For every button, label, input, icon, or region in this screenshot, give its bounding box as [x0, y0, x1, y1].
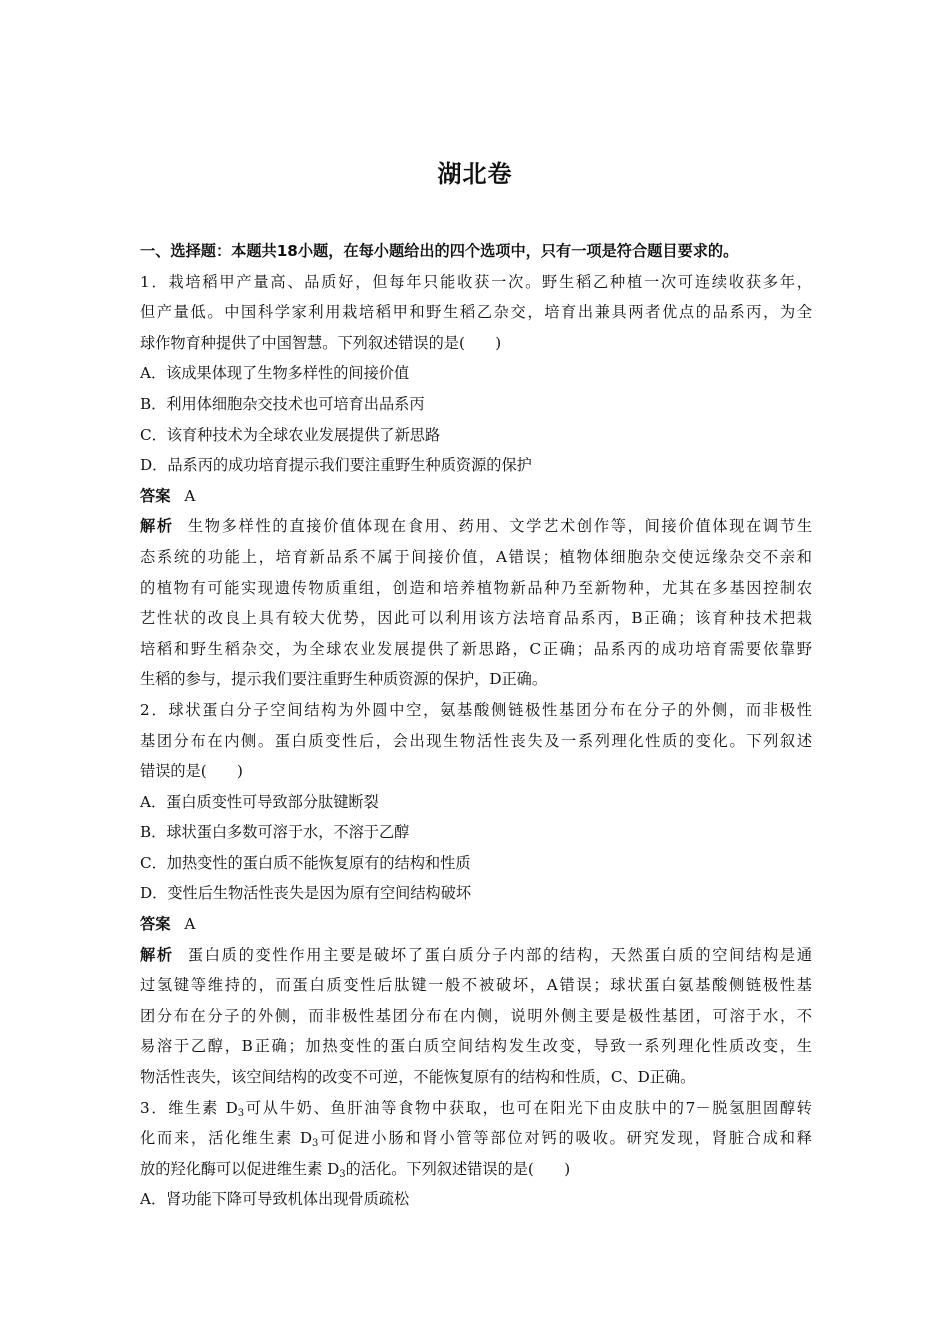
q1-option-c: C．该育种技术为全球农业发展提供了新思路 [140, 425, 441, 444]
q3-stem-line: 化而来，活化维生素 $D_3$可促进小肠和肾小管等部位对钙的吸收。研究发现，肾脏合成和释 [140, 1129, 812, 1150]
q1-answer [140, 481, 812, 512]
page-title: 湖北卷 [437, 160, 513, 188]
analysis-label: 解析 [140, 517, 174, 536]
q2-analysis-line: 物活性丧失，该空间结构的改变不可逆，不能恢复原有的结构和性质，C、D正确。 [140, 1068, 696, 1087]
answer-value: A [184, 486, 196, 505]
answer-value: A [184, 915, 196, 934]
q3-stem-line: 3．维生素 $D_3$可从牛奶、鱼肝油等食物中获取，也可在阳光下由皮肤中的7－脱氢胆固醇转 [140, 1098, 812, 1119]
q3-stem-line: 放的羟化酶可以促进维生素 $D_3$的活化。下列叙述错误的是( ) [140, 1159, 571, 1180]
q1-analysis-line: 生稻的参与，提示我们要注重野生种质资源的保护，D正确。 [140, 670, 548, 689]
q2-answer [140, 909, 812, 940]
q2-stem-line: 基团分布在内侧。蛋白质变性后，会出现生物活性丧失及一系列理化性质的变化。下列叙述 [140, 731, 812, 750]
q1-option-a: A．该成果体现了生物多样性的间接价值 [140, 364, 410, 383]
section-heading: 一、选择题：本题共18小题，在每小题给出的四个选项中，只有一项是符合题目要求的。 [140, 242, 739, 260]
q1-analysis-line: 艺性状的改良上具有较大优势，因此可以利用该方法培育品系丙，B正确；该育种技术把栽 [140, 609, 812, 628]
q2-stem-line: 错误的是( ) [140, 762, 243, 781]
q2-stem-line: 2．球状蛋白分子空间结构为外圆中空，氨基酸侧链极性基团分布在分子的外侧，而非极性 [140, 700, 812, 719]
document-body [140, 236, 812, 1215]
q2-option-c: C．加热变性的蛋白质不能恢复原有的结构和性质 [140, 853, 471, 872]
answer-label: 答案 [140, 486, 171, 505]
q1-analysis-line: 培稻和野生稻杂交，为全球农业发展提供了新思路，C正确；品系丙的成功培育需要依靠野 [140, 639, 812, 658]
q3-option-a: A．肾功能下降可导致机体出现骨质疏松 [140, 1190, 410, 1209]
answer-label: 答案 [140, 915, 171, 934]
q1-stem-line: 但产量低。中国科学家利用栽培稻甲和野生稻乙杂交，培育出兼具两者优点的品系丙，为全 [140, 303, 812, 322]
q1-stem-line: 1．栽培稻甲产量高、品质好，但每年只能收获一次。野生稻乙种植一次可连续收获多年， [140, 272, 812, 291]
q1-option-d: D．品系丙的成功培育提示我们要注重野生种质资源的保护 [140, 456, 532, 475]
q1-stem-line: 球作物育种提供了中国智慧。下列叙述错误的是( ) [140, 333, 502, 352]
q1-analysis-line: 解析 生物多样性的直接价值体现在食用、药用、文学艺术创作等，间接价值体现在调节生 [140, 517, 813, 536]
q2-analysis-line: 易溶于乙醇，B正确；加热变性的蛋白质空间结构发生改变，导致一系列理化性质改变，生 [140, 1037, 812, 1056]
q2-option-b: B．球状蛋白多数可溶于水，不溶于乙醇 [140, 823, 410, 842]
q2-option-a: A．蛋白质变性可导致部分肽键断裂 [140, 792, 379, 811]
q2-analysis-line: 解析 蛋白质的变性作用主要是破坏了蛋白质分子内部的结构，天然蛋白质的空间结构是通 [140, 945, 813, 964]
q1-option-b: B．利用体细胞杂交技术也可培育出品系丙 [140, 394, 425, 413]
q2-option-d: D．变性后生物活性丧失是因为原有空间结构破坏 [140, 884, 472, 903]
q2-analysis-line: 团分布在分子的外侧，而非极性基团分布在内侧，说明外侧主要是极性基团，可溶于水，不 [140, 1006, 812, 1025]
q2-analysis-line: 过氢键等维持的，而蛋白质变性后肽键一般不被破坏，A错误；球状蛋白氨基酸侧链极性基 [140, 976, 812, 995]
analysis-label: 解析 [140, 945, 174, 964]
q1-analysis-line: 的植物有可能实现遗传物质重组，创造和培养植物新品种乃至新物种，尤其在多基因控制农 [140, 578, 812, 597]
q1-analysis-line: 态系统的功能上，培育新品系不属于间接价值，A错误；植物体细胞杂交使远缘杂交不亲和 [140, 547, 812, 566]
